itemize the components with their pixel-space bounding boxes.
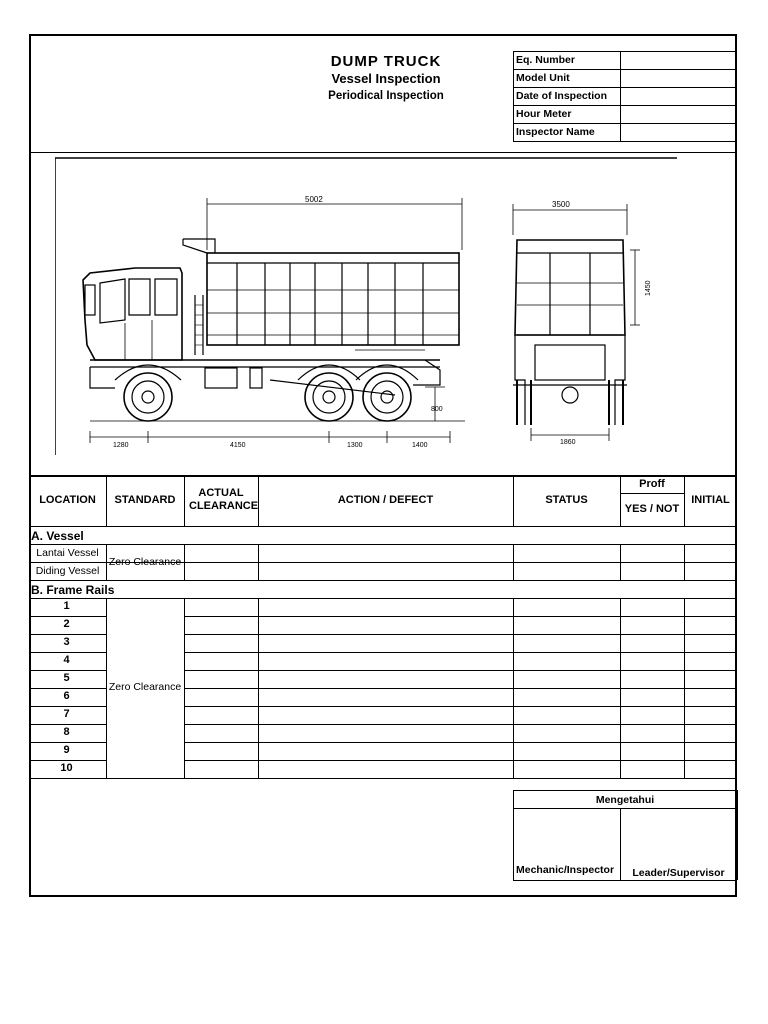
dim-1450: 1450 [645, 280, 652, 296]
dim-3500: 3500 [552, 200, 570, 209]
frame-rail-row-10: 10 [60, 762, 73, 774]
signoff-title: Mengetahui [595, 794, 655, 806]
row-diding-vessel: Diding Vessel [35, 565, 100, 577]
dim-1400: 1400 [412, 442, 428, 449]
dim-5002: 5002 [305, 195, 323, 204]
frame-rail-row-9: 9 [63, 744, 70, 756]
signoff-leader-supervisor: Leader/Supervisor [632, 867, 725, 879]
frame-rail-row-7: 7 [63, 708, 70, 720]
section-b-standard: Zero Clearance [108, 681, 182, 693]
frame-rail-row-4: 4 [63, 654, 70, 666]
info-label-eq-number: Eq. Number [516, 54, 575, 66]
frame-rail-row-6: 6 [63, 690, 70, 702]
col-standard: STANDARD [114, 494, 176, 506]
dim-4150: 4150 [230, 442, 246, 449]
section-b-title: B. Frame Rails [31, 583, 115, 597]
info-label-hour-meter: Hour Meter [516, 108, 572, 120]
dim-1300: 1300 [347, 442, 363, 449]
dim-800: 800 [431, 406, 443, 413]
form-subtitle-2: Periodical Inspection [328, 90, 444, 102]
dim-1860: 1860 [560, 439, 576, 446]
col-proff: Proff [639, 478, 665, 490]
form-subtitle: Vessel Inspection [331, 71, 441, 86]
frame-rail-row-2: 2 [63, 618, 70, 630]
dim-1280: 1280 [113, 442, 129, 449]
dump-truck-drawing [55, 155, 680, 465]
info-label-date: Date of Inspection [516, 90, 608, 102]
form-title: DUMP TRUCK [330, 53, 442, 70]
frame-rail-row-1: 1 [63, 600, 70, 612]
col-action-defect: ACTION / DEFECT [337, 494, 434, 506]
frame-rail-row-3: 3 [63, 636, 70, 648]
frame-rail-row-5: 5 [63, 672, 70, 684]
col-location: LOCATION [39, 494, 96, 506]
signoff-mechanic-inspector: Mechanic/Inspector [516, 864, 615, 876]
col-yes-not: YES / NOT [624, 503, 680, 515]
frame-rail-row-8: 8 [63, 726, 70, 738]
info-label-inspector: Inspector Name [516, 126, 595, 138]
section-a-title: A. Vessel [31, 529, 84, 543]
info-label-model-unit: Model Unit [516, 72, 570, 84]
row-lantai-vessel: Lantai Vessel [36, 547, 99, 559]
section-a-standard: Zero Clearance [108, 556, 182, 568]
col-actual-clearance: ACTUAL CLEARANCE [189, 487, 259, 512]
col-initial: INITIAL [691, 494, 730, 506]
col-status: STATUS [545, 494, 588, 506]
